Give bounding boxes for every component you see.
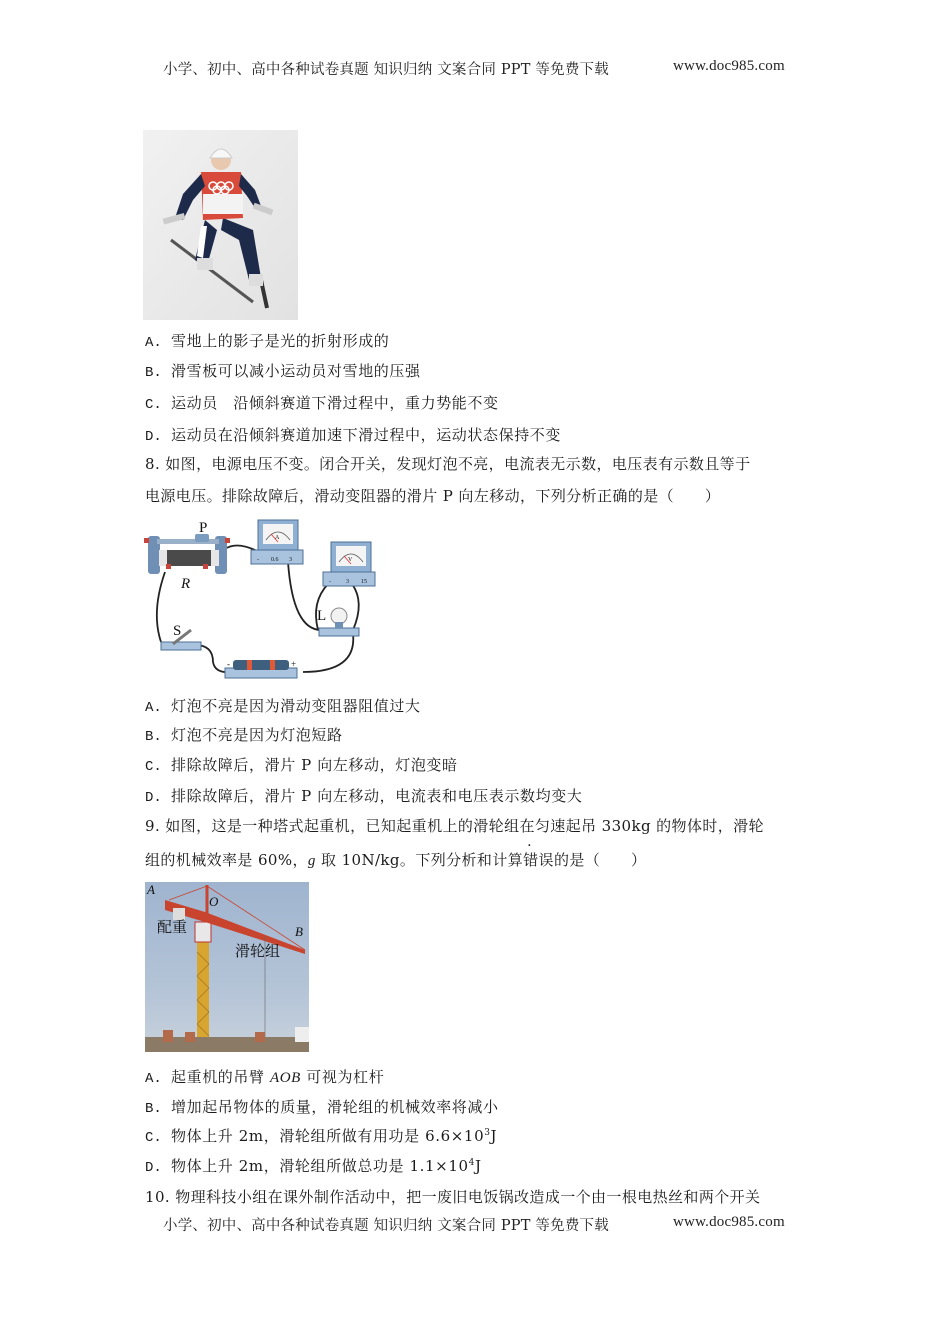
svg-text:-: - <box>227 659 230 669</box>
svg-text:B: B <box>295 924 303 939</box>
svg-text:+: + <box>291 659 297 669</box>
svg-text:R: R <box>181 576 191 592</box>
q7-option-d: D. 运动员在沿倾斜赛道加速下滑过程中，运动状态保持不变 <box>145 426 562 445</box>
svg-text:-: - <box>257 557 259 563</box>
svg-text:3: 3 <box>289 557 292 563</box>
q8-stem-line2: 电源电压。排除故障后，滑动变阻器的滑片 P 向左移动，下列分析正确的是（ ） <box>145 487 721 505</box>
footer-text: 小学、初中、高中各种试卷真题 知识归纳 文案合同 PPT 等免费下载 <box>163 1218 609 1234</box>
svg-text:A: A <box>147 882 155 897</box>
header-text: 小学、初中、高中各种试卷真题 知识归纳 文案合同 PPT 等免费下载 <box>163 62 609 78</box>
svg-text:滑轮组: 滑轮组 <box>235 942 281 960</box>
crane-photo <box>145 882 309 1052</box>
ammeter-icon <box>251 520 303 564</box>
q7-option-b: B. 滑雪板可以减小运动员对雪地的压强 <box>145 362 421 381</box>
page-footer <box>163 1214 803 1235</box>
svg-text:P: P <box>199 520 208 536</box>
q8-option-b: B. 灯泡不亮是因为灯泡短路 <box>145 726 343 745</box>
svg-text:0.6: 0.6 <box>271 557 279 563</box>
svg-text:15: 15 <box>361 579 367 585</box>
svg-text:S: S <box>173 623 182 639</box>
q8-option-a: A. 灯泡不亮是因为滑动变阻器阻值过大 <box>145 697 421 716</box>
q9-option-a: A. 起重机的吊臂 AOB 可视为杠杆 <box>145 1068 385 1087</box>
q9-option-b: B. 增加起吊物体的质量，滑轮组的机械效率将减小 <box>145 1098 499 1117</box>
q9-option-d: D. 物体上升 2m，滑轮组所做总功是 $1.1\times 10^4J$ <box>145 1157 482 1176</box>
svg-text:配重: 配重 <box>157 918 188 936</box>
svg-text:A: A <box>275 535 280 541</box>
emphasis-text: 错误 <box>523 851 554 869</box>
battery-icon <box>225 660 297 678</box>
skier-photo <box>143 130 298 320</box>
q9-stem-line2: 组的机械效率是 60%，g 取 10N/kg。下列分析和计算错误的是（ ） <box>145 851 647 869</box>
header-url: www.doc985.com <box>673 58 785 74</box>
q7-option-a: A. 雪地上的影子是光的折射形成的 <box>145 332 390 351</box>
page-header <box>163 58 803 79</box>
footer-url: www.doc985.com <box>673 1214 785 1230</box>
svg-text:L: L <box>317 608 327 624</box>
svg-text:-: - <box>329 579 331 585</box>
q8-option-c: C. 排除故障后，滑片 P 向左移动，灯泡变暗 <box>145 756 458 775</box>
circuit-diagram <box>143 512 388 684</box>
svg-text:V: V <box>348 557 353 563</box>
q8-option-d: D. 排除故障后，滑片 P 向左移动，电流表和电压表示数均变大 <box>145 787 583 806</box>
rheostat-icon <box>144 534 230 574</box>
q7-option-c: C. 运动员 沿倾斜赛道下滑过程中，重力势能不变 <box>145 394 499 413</box>
q9-stem-line1: 9. 如图，这是一种塔式起重机，已知起重机上的滑轮组在匀速起吊 330kg 的物体时，滑轮 <box>145 817 764 835</box>
q10-stem-line1: 10. 物理科技小组在课外制作活动中，把一废旧电饭锅改造成一个由一根电热丝和两个开关 <box>145 1188 761 1206</box>
svg-text:O: O <box>209 894 219 909</box>
q8-stem-line1: 8. 如图，电源电压不变。闭合开关，发现灯泡不亮，电流表无示数，电压表有示数且等于 <box>145 455 751 473</box>
q9-option-c: C. 物体上升 2m，滑轮组所做有用功是 $6.6\times 10^3J$ <box>145 1127 498 1146</box>
svg-text:3: 3 <box>346 579 349 585</box>
voltmeter-icon <box>323 542 375 586</box>
